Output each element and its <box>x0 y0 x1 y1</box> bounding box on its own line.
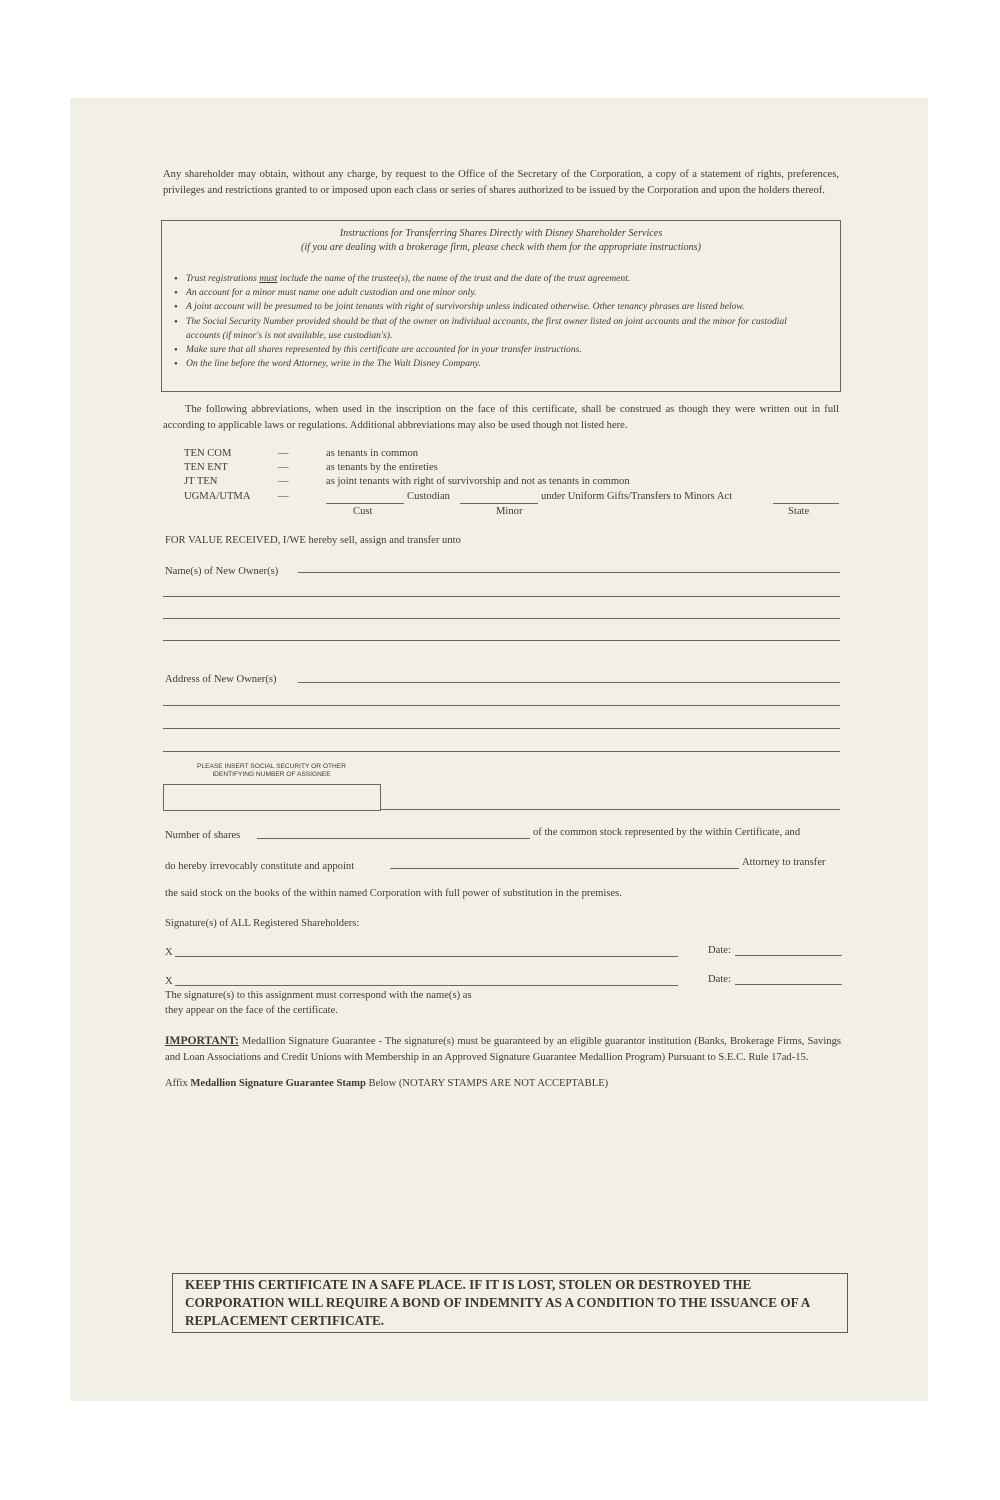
abbr-meaning: as joint tenants with right of survivorship and not as tenants in common <box>326 476 630 487</box>
important-paragraph: IMPORTANT: Medallion Signature Guarantee - The signature(s) must be guaranteed by an eligible guarantor institution (Banks, Brokerage Firms, Savings and Loan Associations and Credit Unions with Membership in an Approved Signature Guarantee Medallion Program) Pursuant to S.E.C. Rule 17ad-15. <box>165 1034 841 1063</box>
abbr-dash: — <box>278 476 289 487</box>
keep-safe-notice: KEEP THIS CERTIFICATE IN A SAFE PLACE. IF IT IS LOST, STOLEN OR DESTROYED THE CORPORATION WILL REQUIRE A BOND OF INDEMNITY AS A CONDITION TO THE ISSUANCE OF A REPLACEMENT CERTIFICATE. <box>185 1277 810 1328</box>
signature-note: they appear on the face of the certificate. <box>165 1005 338 1016</box>
instructions-subtitle: (if you are dealing with a brokerage firm, please check with them for the appropriate instructions) <box>300 242 702 253</box>
ugma-cust-caption: Cust <box>353 506 373 517</box>
date-label: Date: <box>708 974 731 985</box>
ssn-input-box[interactable] <box>163 784 381 811</box>
abbr-code: UGMA/UTMA <box>184 491 251 502</box>
date-field-2[interactable] <box>735 984 842 985</box>
signature-line-1[interactable] <box>175 956 678 957</box>
abbr-meaning: as tenants by the entireties <box>326 462 438 473</box>
new-owner-address-field[interactable] <box>163 751 840 752</box>
abbr-code: TEN ENT <box>184 462 228 473</box>
books-text: the said stock on the books of the within named Corporation with full power of substitution in the premises. <box>165 888 622 899</box>
signature-x: X <box>165 947 173 958</box>
instruction-item: • On the line before the word Attorney, write in the The Walt Disney Company. <box>172 357 822 371</box>
ssn-label: PLEASE INSERT SOCIAL SECURITY OR OTHER IDENTIFYING NUMBER OF ASSIGNEE <box>197 763 346 778</box>
abbr-code: TEN COM <box>184 448 232 459</box>
signature-x: X <box>165 976 173 987</box>
abbr-code: JT TEN <box>184 476 218 487</box>
new-owner-address-field[interactable] <box>298 682 840 683</box>
instruction-item: • The Social Security Number provided should be that of the owner on individual accounts, the first owner listed on joint accounts and the minor for custodial accounts (if minor's is not available, use custodian's). <box>172 315 822 343</box>
new-owner-address-field[interactable] <box>163 728 840 729</box>
attorney-suffix: Attorney to transfer <box>742 857 826 868</box>
new-owner-names-label: Name(s) of New Owner(s) <box>165 566 279 577</box>
number-of-shares-field[interactable] <box>257 838 530 839</box>
instructions-list <box>172 272 822 371</box>
new-owner-name-field[interactable] <box>163 640 840 641</box>
instruction-item: • An account for a minor must name one adult custodian and one minor only. <box>172 286 822 300</box>
number-of-shares-label: Number of shares <box>165 830 241 841</box>
abbr-dash: — <box>278 462 289 473</box>
ugma-minor-caption: Minor <box>496 506 523 517</box>
signatures-label: Signature(s) of ALL Registered Shareholders: <box>165 918 360 929</box>
abbr-dash: — <box>278 491 289 502</box>
abbr-dash: — <box>278 448 289 459</box>
ugma-state-caption: State <box>788 506 810 517</box>
signature-line-2[interactable] <box>175 985 678 986</box>
ugma-custodian-label: Custodian <box>407 491 450 502</box>
appoint-label: do hereby irrevocably constitute and appoint <box>165 861 355 872</box>
date-label: Date: <box>708 945 731 956</box>
new-owner-address-label: Address of New Owner(s) <box>165 674 277 685</box>
abbreviations-intro: The following abbreviations, when used in the inscription on the face of this certificate, shall be construed as though they were written out in full according to applicable laws or regulations. Additional abbreviations may also be used though not listed here. <box>163 404 839 431</box>
number-of-shares-suffix: of the common stock represented by the within Certificate, and <box>533 827 801 838</box>
ugma-under-label: under Uniform Gifts/Transfers to Minors Act <box>541 491 733 502</box>
date-field-1[interactable] <box>735 955 842 956</box>
instructions-title: Instructions for Transferring Shares Directly with Disney Shareholder Services <box>339 228 663 239</box>
ssn-extension-line <box>381 809 840 810</box>
new-owner-name-field[interactable] <box>163 596 840 597</box>
for-value-received: FOR VALUE RECEIVED, I/WE hereby sell, assign and transfer unto <box>165 535 461 546</box>
instruction-item: • Trust registrations must include the name of the trustee(s), the name of the trust and the date of the trust agreement. <box>172 272 822 286</box>
ugma-custodian-line[interactable] <box>326 503 404 504</box>
attorney-field[interactable] <box>390 868 739 869</box>
instruction-item: • Make sure that all shares represented by this certificate are accounted for in your transfer instructions. <box>172 343 822 357</box>
intro-paragraph: Any shareholder may obtain, without any charge, by request to the Office of the Secretary of the Corporation, a copy of a statement of rights, preferences, privileges and restrictions granted to or imposed upon each class or series of shares authorized to be issued by the Corporation and upon the holders thereof. <box>163 169 839 196</box>
new-owner-address-field[interactable] <box>163 705 840 706</box>
signature-note: The signature(s) to this assignment must correspond with the name(s) as <box>165 990 472 1001</box>
new-owner-name-field[interactable] <box>298 572 840 573</box>
instruction-item: • A joint account will be presumed to be joint tenants with right of survivorship unless indicated otherwise. Other tenancy phrases are listed below. <box>172 300 822 314</box>
ugma-state-line[interactable] <box>773 503 839 504</box>
abbr-meaning: as tenants in common <box>326 448 419 459</box>
new-owner-name-field[interactable] <box>163 618 840 619</box>
ugma-minor-line[interactable] <box>460 503 538 504</box>
affix-stamp-line: Affix Medallion Signature Guarantee Stamp Below (NOTARY STAMPS ARE NOT ACCEPTABLE) <box>165 1078 609 1089</box>
